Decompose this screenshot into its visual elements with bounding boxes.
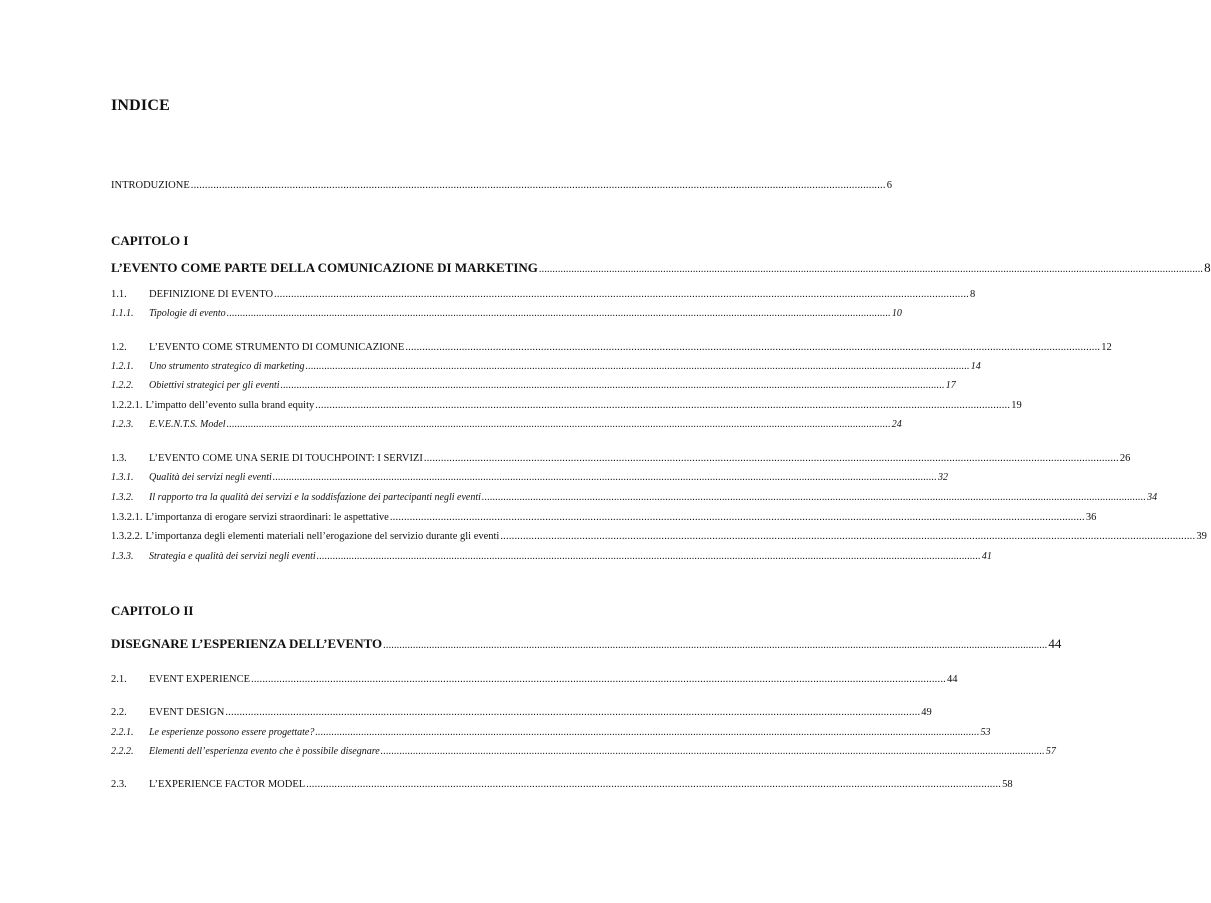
toc-entry[interactable]	[111, 512, 1097, 528]
toc-entry-page: 58	[1002, 779, 1013, 790]
toc-entry-page: 39	[1196, 531, 1207, 542]
chapter-heading[interactable]	[111, 636, 1062, 656]
toc-entry-page: 14	[970, 361, 981, 372]
toc-leader-dots	[225, 707, 920, 718]
toc-leader-dots	[315, 727, 979, 738]
toc-entry-introduzione[interactable]	[111, 180, 892, 196]
chapter-heading-text: L’EVENTO COME PARTE DELLA COMUNICAZIONE DI MARKETING	[111, 260, 538, 275]
toc-entry[interactable]	[111, 400, 1022, 416]
toc-entry-number: 1.3.2.2.	[111, 531, 143, 542]
toc-entry-text: INTRODUZIONE	[111, 180, 190, 191]
toc-leader-dots	[281, 380, 945, 391]
toc-entry[interactable]	[111, 531, 1207, 547]
toc-entry-page: 8	[969, 289, 976, 300]
toc-leader-dots	[227, 419, 891, 430]
toc-entry-number: 1.1.1.	[111, 308, 134, 319]
toc-entry-text: L’EVENTO COME UNA SERIE DI TOUCHPOINT: I SERVIZI	[149, 453, 423, 464]
toc-entry[interactable]	[111, 289, 976, 305]
toc-entry-page: 19	[1011, 400, 1022, 411]
chapter-heading-text: DISEGNARE L’ESPERIENZA DELL’EVENTO	[111, 636, 383, 651]
toc-entry-text: L’EVENTO COME STRUMENTO DI COMUNICAZIONE	[149, 342, 405, 353]
toc-leader-dots	[500, 531, 1195, 542]
toc-entry-number: 1.2.	[111, 342, 127, 353]
page-title: INDICE	[111, 97, 170, 114]
toc-entry-number: 1.2.1.	[111, 361, 134, 372]
toc-entry-page: 36	[1085, 512, 1097, 523]
toc-leader-dots	[306, 361, 970, 372]
toc-entry[interactable]	[111, 746, 1056, 762]
toc-entry-page: 34	[1147, 492, 1158, 503]
chapter-label: CAPITOLO I	[111, 233, 189, 248]
toc-entry-number: 2.2.2.	[111, 746, 134, 757]
toc-entry-number: 2.2.	[111, 707, 127, 718]
toc-entry-number: 1.3.2.	[111, 492, 134, 503]
toc-entry-text: Le esperienze possono essere progettate?	[149, 727, 315, 738]
toc-entry-number: 1.2.2.1.	[111, 400, 143, 411]
toc-entry-text: Qualità dei servizi negli eventi	[149, 472, 272, 483]
toc-entry[interactable]	[111, 308, 902, 324]
toc-entry-number: 1.3.1.	[111, 472, 134, 483]
toc-entry-number: 1.3.2.1.	[111, 512, 143, 523]
chapter-heading[interactable]	[111, 260, 1211, 280]
toc-entry[interactable]	[111, 453, 1131, 469]
toc-leader-dots	[539, 264, 1203, 275]
toc-entry-page: 32	[937, 472, 948, 483]
toc-leader-dots	[191, 180, 886, 191]
toc-entry-text: L’importanza degli elementi materiali nell’erogazione del servizio durante gli eventi	[145, 531, 500, 542]
toc-entry-page: 49	[921, 707, 932, 718]
toc-entry[interactable]	[111, 380, 956, 396]
toc-entry-text: Il rapporto tra la qualità dei servizi e la soddisfazione dei partecipanti negli eventi	[149, 492, 481, 503]
toc-leader-dots	[381, 746, 1045, 757]
toc-entry-number: 2.3.	[111, 779, 127, 790]
toc-entry-text: Elementi dell’esperienza evento che è possibile disegnare	[149, 746, 380, 757]
toc-leader-dots	[315, 400, 1010, 411]
toc-entry-text: EVENT EXPERIENCE	[149, 674, 251, 685]
toc-entry-number: 2.1.	[111, 674, 127, 685]
toc-entry-page: 41	[981, 551, 992, 562]
toc-entry-number: 1.2.2.	[111, 380, 134, 391]
toc-entry[interactable]	[111, 727, 991, 743]
toc-entry[interactable]	[111, 342, 1112, 358]
chapter-heading-page: 44	[1048, 636, 1062, 651]
toc-entry-page: 10	[891, 308, 902, 319]
toc-entry-text: Strategia e qualità dei servizi negli eventi	[149, 551, 316, 562]
toc-entry-page: 6	[886, 180, 892, 191]
toc-leader-dots	[482, 492, 1146, 503]
toc-leader-dots	[227, 308, 891, 319]
toc-entry-page: 24	[891, 419, 902, 430]
toc-leader-dots	[274, 289, 969, 300]
toc-entry-text: L’importanza di erogare servizi straordinari: le aspettative	[145, 512, 389, 523]
toc-entry-text: L’EXPERIENCE FACTOR MODEL	[149, 779, 306, 790]
toc-leader-dots	[424, 453, 1119, 464]
toc-entry[interactable]	[111, 707, 932, 723]
toc-entry-text: EVENT DESIGN	[149, 707, 225, 718]
toc-entry-text: Uno strumento strategico di marketing	[149, 361, 305, 372]
chapter-label: CAPITOLO II	[111, 603, 194, 618]
toc-entry-page: 26	[1119, 453, 1131, 464]
toc-entry[interactable]	[111, 472, 948, 488]
toc-entry[interactable]	[111, 361, 981, 377]
toc-entry-text: L’impatto dell’evento sulla brand equity	[145, 400, 315, 411]
toc-entry-number: 1.3.3.	[111, 551, 134, 562]
toc-leader-dots	[317, 551, 981, 562]
toc-entry-page: 12	[1101, 342, 1112, 353]
toc-leader-dots	[390, 512, 1085, 523]
toc-entry-page: 57	[1045, 746, 1056, 757]
toc-entry-page: 44	[946, 674, 958, 685]
toc-leader-dots	[251, 674, 946, 685]
toc-entry[interactable]	[111, 551, 992, 567]
toc-entry[interactable]	[111, 492, 1158, 508]
toc-entry-text: DEFINIZIONE DI EVENTO	[149, 289, 274, 300]
toc-entry-text: Tipologie di evento	[149, 308, 226, 319]
toc-entry[interactable]	[111, 674, 958, 690]
toc-entry-number: 1.3.	[111, 453, 127, 464]
toc-entry-number: 2.2.1.	[111, 727, 134, 738]
toc-leader-dots	[405, 342, 1100, 353]
toc-entry-number: 1.2.3.	[111, 419, 134, 430]
toc-entry[interactable]	[111, 419, 902, 435]
toc-leader-dots	[273, 472, 937, 483]
toc-leader-dots	[306, 779, 1001, 790]
toc-entry-number: 1.1.	[111, 289, 127, 300]
toc-entry-page: 53	[980, 727, 991, 738]
toc-entry[interactable]	[111, 779, 1013, 795]
toc-entry-text: Obiettivi strategici per gli eventi	[149, 380, 280, 391]
toc-entry-page: 17	[945, 380, 956, 391]
toc-entry-text: E.V.E.N.T.S. Model	[149, 419, 226, 430]
toc-leader-dots	[383, 640, 1047, 651]
chapter-heading-page: 8	[1204, 260, 1211, 275]
